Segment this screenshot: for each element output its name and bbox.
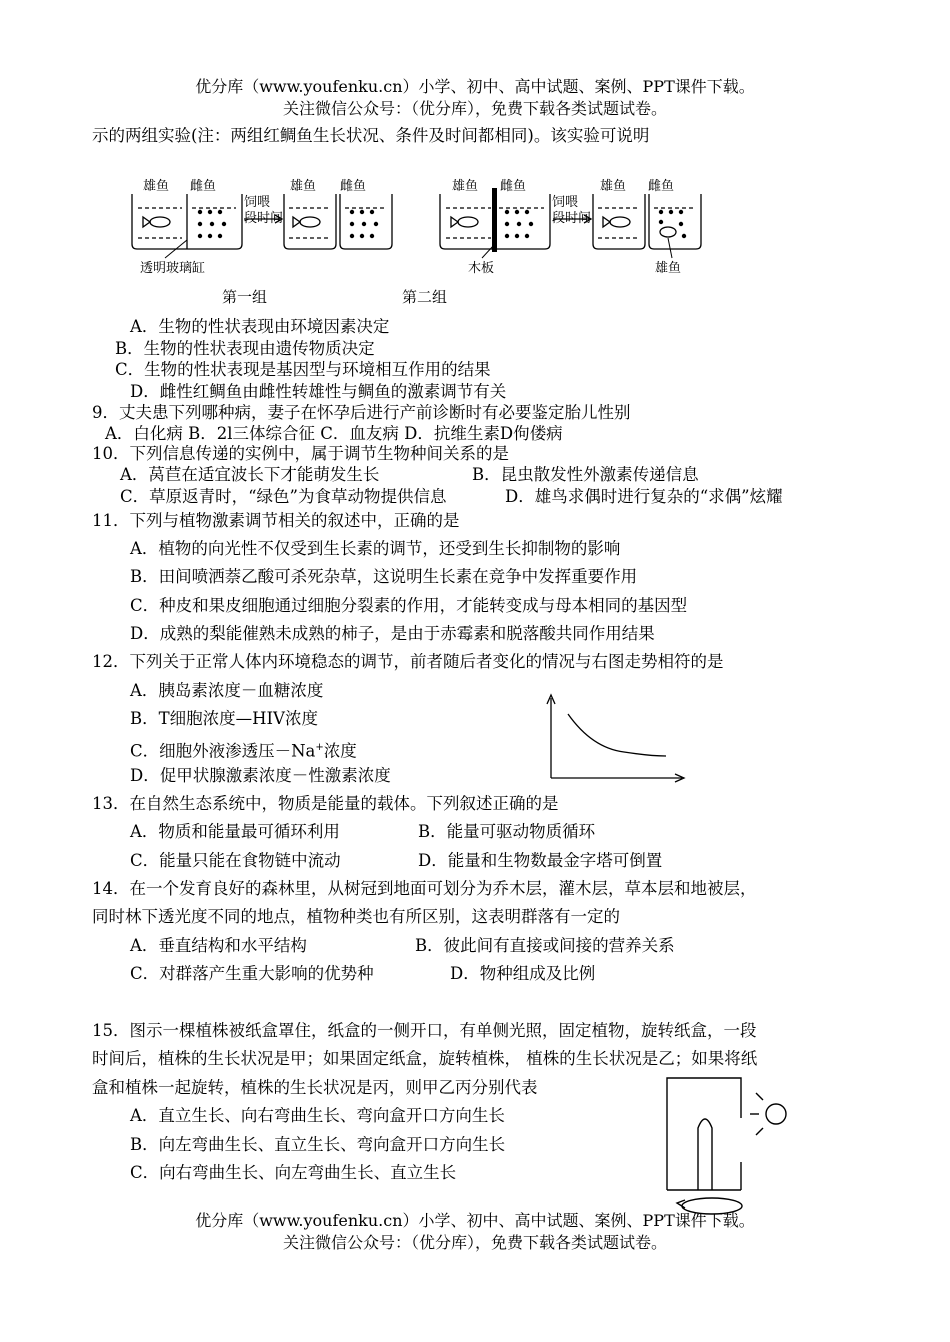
q8-option-a: A．生物的性状表现由环境因素决定 <box>130 317 390 336</box>
q11-option-c: C．种皮和果皮细胞通过细胞分裂素的作用，才能转变成与母本相同的基因型 <box>130 596 688 615</box>
q12-option-c-sup: + <box>315 742 324 753</box>
q12-stem: 12．下列关于正常人体内环境稳态的调节，前者随后者变化的情况与右图走势相符的是 <box>92 652 724 671</box>
q15-stem-3: 盒和植株一起旋转，植株的生长状况是丙，则甲乙丙分别代表 <box>92 1078 538 1097</box>
paper-box <box>667 1078 741 1190</box>
header-line-2: 关注微信公众号：（优分库），免费下载各类试题试卷。 <box>282 99 667 118</box>
q12-option-c-text: C．细胞外液渗透压－Na <box>130 741 316 761</box>
q13-option-d: D．能量和生物数最金字塔可倒置 <box>418 851 663 870</box>
decreasing-curve <box>568 714 666 756</box>
q14-option-b: B．彼此间有直接或间接的营养关系 <box>415 936 675 955</box>
label-female: 雌鱼 <box>190 179 217 194</box>
q8-option-d: D．雌性红鲷鱼由雌性转雄性与鲷鱼的激素调节有关 <box>130 382 507 401</box>
label-female: 雌鱼 <box>340 179 367 194</box>
label-male: 雄鱼 <box>600 179 627 194</box>
footer-line-2: 关注微信公众号：（优分库），免费下载各类试题试卷。 <box>282 1233 667 1252</box>
q10-stem: 10．下列信息传递的实例中，属于调节生物种间关系的是 <box>92 444 509 463</box>
fish-experiment-figure <box>0 0 950 306</box>
label-male: 雄鱼 <box>143 179 170 194</box>
label-male-bottom: 雄鱼 <box>655 261 682 276</box>
label-glass-tank: 透明玻璃缸 <box>140 261 206 276</box>
q11-stem: 11．下列与植物激素调节相关的叙述中，正确的是 <box>92 511 460 530</box>
q10-option-b: B．昆虫散发性外激素传递信息 <box>472 465 699 484</box>
q11-option-b: B．田间喷洒萘乙酸可杀死杂草，这说明生长素在竞争中发挥重要作用 <box>130 567 638 586</box>
q15-stem-1: 15．图示一棵植株被纸盒罩住，纸盒的一侧开口，有单侧光照，固定植物，旋转纸盒，一段 <box>92 1021 757 1040</box>
male-fish <box>610 217 630 227</box>
q13-stem: 13．在自然生态系统中，物质是能量的载体。下列叙述正确的是 <box>92 794 559 813</box>
tank-outline <box>649 194 701 249</box>
q8-stem: 示的两组实验(注：两组红鲷鱼生长状况、条件及时间都相同)。该实验可说明 <box>92 126 650 145</box>
q12-option-c-unit: 浓度 <box>323 741 357 761</box>
q15-option-b: B．向左弯曲生长、直立生长、弯向盒开口方向生长 <box>130 1135 506 1154</box>
header-line-1: 优分库（www.youfenku.cn）小学、初中、高中试题、案例、PPT课件下载。 <box>195 77 755 96</box>
q11-option-a: A．植物的向光性不仅受到生长素的调节，还受到生长抑制物的影响 <box>130 539 621 558</box>
q13-option-c: C．能量只能在食物链中流动 <box>130 851 341 870</box>
label-male: 雄鱼 <box>290 179 317 194</box>
q8-option-b: B．生物的性状表现由遗传物质决定 <box>115 339 375 358</box>
q14-option-d: D．物种组成及比例 <box>450 964 596 983</box>
male-fish <box>458 217 478 227</box>
q12-option-b: B．T细胞浓度—HIV浓度 <box>130 709 318 728</box>
q15-box-plant-figure <box>655 1070 795 1220</box>
q15-stem-2: 时间后，植株的生长状况是甲；如果固定纸盒，旋转植株， 植株的生长状况是乙；如果将纸 <box>92 1049 758 1068</box>
q12-trend-graph <box>540 690 690 790</box>
label-feed: 饲喂 <box>244 195 271 210</box>
label-female: 雌鱼 <box>500 179 527 194</box>
q11-option-d: D．成熟的梨能催熟未成熟的柿子，是由于赤霉素和脱落酸共同作用结果 <box>130 624 655 643</box>
sun-icon <box>766 1104 786 1124</box>
q14-stem-1: 14．在一个发育良好的森林里，从树冠到地面可划分为乔木层，灌木层，草本层和地被层， <box>92 879 757 898</box>
q10-option-c: C．草原返青时，“绿色”为食草动物提供信息 <box>120 487 447 506</box>
q12-option-c <box>130 738 357 762</box>
q10-option-a: A．莴苣在适宜波长下才能萌发生长 <box>120 465 380 484</box>
q12-option-d: D．促甲状腺激素浓度－性激素浓度 <box>130 766 391 785</box>
label-feed-time: 段时间 <box>552 211 592 226</box>
q12-option-a: A．胰岛素浓度－血糖浓度 <box>130 681 324 700</box>
q13-option-a: A．物质和能量最可循环利用 <box>130 822 340 841</box>
q9-options: A．白化病 B．2l三体综合征 C．血友病 D．抗维生素D佝偻病 <box>105 424 563 443</box>
q15-option-a: A．直立生长、向右弯曲生长、弯向盒开口方向生长 <box>130 1106 505 1125</box>
female-fish <box>350 210 354 214</box>
female-fish <box>198 210 202 214</box>
male-fish <box>300 217 320 227</box>
tank-outline <box>340 194 392 249</box>
label-male: 雄鱼 <box>452 179 479 194</box>
female-fish <box>505 210 509 214</box>
footer-line-1: 优分库（www.youfenku.cn）小学、初中、高中试题、案例、PPT课件下载。 <box>195 1211 755 1230</box>
male-fish <box>150 217 170 227</box>
wooden-board <box>492 188 497 252</box>
q14-option-c: C．对群落产生重大影响的优势种 <box>130 964 374 983</box>
label-feed: 饲喂 <box>552 195 579 210</box>
label-group-1: 第一组 <box>222 288 268 306</box>
label-group-2: 第二组 <box>402 288 448 306</box>
q13-option-b: B．能量可驱动物质循环 <box>418 822 596 841</box>
male-fish <box>660 227 676 237</box>
q8-option-c: C．生物的性状表现是基因型与环境相互作用的结果 <box>115 360 491 379</box>
label-female: 雌鱼 <box>648 179 675 194</box>
tank-outline <box>593 194 645 249</box>
q14-stem-2: 同时林下透光度不同的地点，植物种类也有所区别，这表明群落有一定的 <box>92 907 620 926</box>
q10-option-d: D．雄鸟求偶时进行复杂的“求偶”炫耀 <box>505 487 783 506</box>
q14-option-a: A．垂直结构和水平结构 <box>130 936 307 955</box>
tank-outline <box>284 194 336 249</box>
female-fish <box>659 210 663 214</box>
q9-stem: 9．丈夫患下列哪种病，妻子在怀孕后进行产前诊断时有必要鉴定胎儿性别 <box>92 403 631 422</box>
plant-icon <box>698 1119 712 1190</box>
q15-option-c: C．向右弯曲生长、向左弯曲生长、直立生长 <box>130 1163 457 1182</box>
label-feed-time: 段时间 <box>244 211 284 226</box>
label-board: 木板 <box>468 261 495 276</box>
